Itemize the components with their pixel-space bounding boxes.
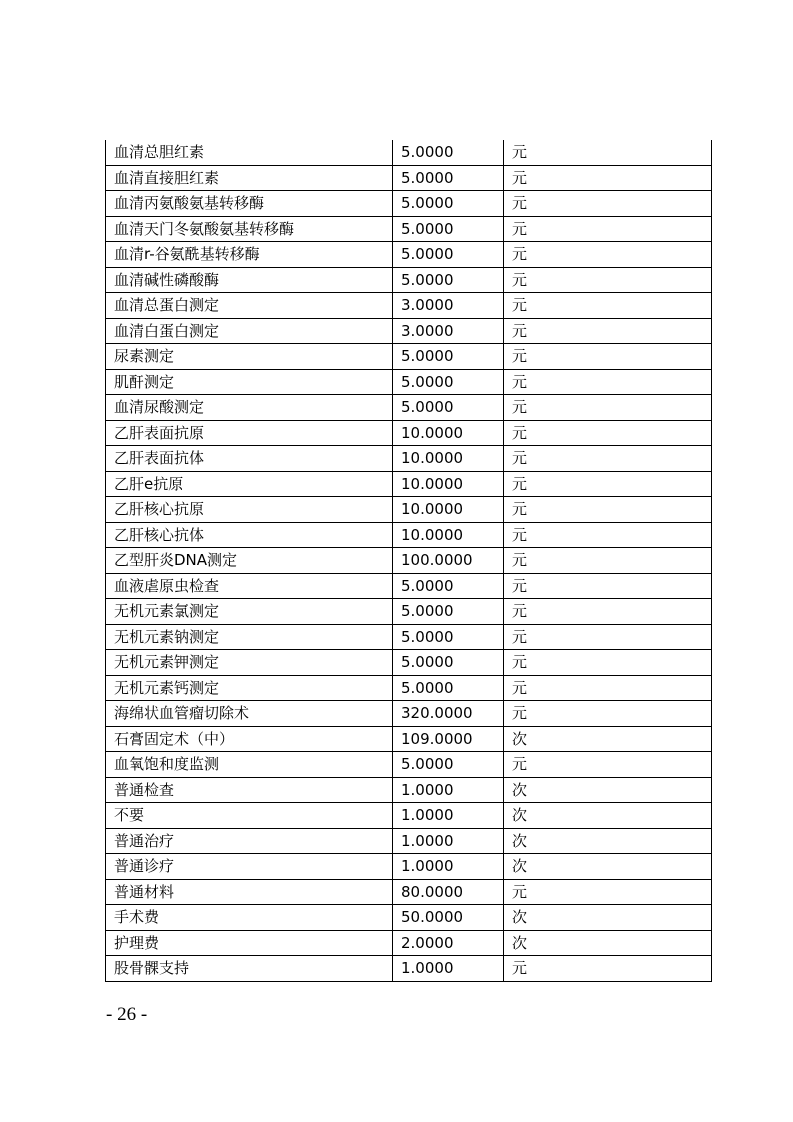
item-name-cell: 血清天门冬氨酸氨基转移酶 (106, 216, 393, 242)
unit-cell: 元 (504, 267, 712, 293)
item-name-cell: 无机元素钙测定 (106, 675, 393, 701)
item-name-cell: 手术费 (106, 905, 393, 931)
item-name-cell: 血清r-谷氨酰基转移酶 (106, 242, 393, 268)
unit-cell: 元 (504, 395, 712, 421)
unit-cell: 元 (504, 879, 712, 905)
page-number: - 26 - (106, 1004, 148, 1025)
price-cell: 5.0000 (393, 140, 504, 165)
table-row (106, 599, 712, 625)
price-cell: 5.0000 (393, 267, 504, 293)
unit-cell: 元 (504, 369, 712, 395)
unit-cell: 次 (504, 726, 712, 752)
table-row (106, 344, 712, 370)
unit-cell: 元 (504, 191, 712, 217)
item-name-cell: 普通材料 (106, 879, 393, 905)
price-cell: 5.0000 (393, 675, 504, 701)
table-row (106, 165, 712, 191)
unit-cell: 元 (504, 650, 712, 676)
item-name-cell: 普通治疗 (106, 828, 393, 854)
unit-cell: 元 (504, 318, 712, 344)
unit-cell: 元 (504, 573, 712, 599)
table-row (106, 650, 712, 676)
fee-table-body (106, 140, 712, 981)
price-cell: 5.0000 (393, 191, 504, 217)
price-cell: 10.0000 (393, 471, 504, 497)
unit-cell: 元 (504, 242, 712, 268)
unit-cell: 次 (504, 930, 712, 956)
unit-cell: 次 (504, 803, 712, 829)
price-cell: 1.0000 (393, 803, 504, 829)
item-name-cell: 股骨髁支持 (106, 956, 393, 982)
unit-cell: 元 (504, 701, 712, 727)
table-row (106, 956, 712, 982)
price-cell: 5.0000 (393, 216, 504, 242)
unit-cell: 次 (504, 905, 712, 931)
price-cell: 5.0000 (393, 165, 504, 191)
table-row (106, 471, 712, 497)
item-name-cell: 普通检查 (106, 777, 393, 803)
price-cell: 1.0000 (393, 777, 504, 803)
unit-cell: 元 (504, 956, 712, 982)
price-cell: 10.0000 (393, 420, 504, 446)
unit-cell: 次 (504, 854, 712, 880)
unit-cell: 元 (504, 420, 712, 446)
item-name-cell: 海绵状血管瘤切除术 (106, 701, 393, 727)
table-row (106, 140, 712, 165)
table-row (106, 854, 712, 880)
table-row (106, 548, 712, 574)
table-row (106, 446, 712, 472)
table-row (106, 777, 712, 803)
price-cell: 1.0000 (393, 854, 504, 880)
item-name-cell: 普通诊疗 (106, 854, 393, 880)
table-row (106, 930, 712, 956)
item-name-cell: 乙肝e抗原 (106, 471, 393, 497)
price-cell: 109.0000 (393, 726, 504, 752)
table-row (106, 675, 712, 701)
item-name-cell: 血清白蛋白测定 (106, 318, 393, 344)
unit-cell: 元 (504, 522, 712, 548)
item-name-cell: 血清总胆红素 (106, 140, 393, 165)
item-name-cell: 血氧饱和度监测 (106, 752, 393, 778)
price-cell: 5.0000 (393, 624, 504, 650)
table-row (106, 267, 712, 293)
price-cell: 3.0000 (393, 293, 504, 319)
unit-cell: 元 (504, 624, 712, 650)
item-name-cell: 肌酐测定 (106, 369, 393, 395)
price-cell: 80.0000 (393, 879, 504, 905)
item-name-cell: 血液虐原虫检查 (106, 573, 393, 599)
item-name-cell: 护理费 (106, 930, 393, 956)
unit-cell: 次 (504, 828, 712, 854)
price-cell: 50.0000 (393, 905, 504, 931)
price-cell: 5.0000 (393, 599, 504, 625)
price-cell: 1.0000 (393, 828, 504, 854)
price-cell: 5.0000 (393, 242, 504, 268)
price-cell: 5.0000 (393, 650, 504, 676)
unit-cell: 元 (504, 446, 712, 472)
fee-table (105, 140, 712, 982)
price-cell: 5.0000 (393, 369, 504, 395)
unit-cell: 元 (504, 752, 712, 778)
price-cell: 5.0000 (393, 395, 504, 421)
table-row (106, 420, 712, 446)
item-name-cell: 不要 (106, 803, 393, 829)
table-row (106, 879, 712, 905)
item-name-cell: 乙肝核心抗原 (106, 497, 393, 523)
table-row (106, 701, 712, 727)
item-name-cell: 血清直接胆红素 (106, 165, 393, 191)
unit-cell: 元 (504, 293, 712, 319)
item-name-cell: 无机元素钠测定 (106, 624, 393, 650)
table-row (106, 318, 712, 344)
item-name-cell: 乙肝表面抗体 (106, 446, 393, 472)
price-cell: 2.0000 (393, 930, 504, 956)
table-row (106, 726, 712, 752)
price-cell: 1.0000 (393, 956, 504, 982)
price-cell: 5.0000 (393, 573, 504, 599)
price-cell: 100.0000 (393, 548, 504, 574)
price-cell: 320.0000 (393, 701, 504, 727)
table-row (106, 905, 712, 931)
table-row (106, 191, 712, 217)
table-row (106, 369, 712, 395)
price-cell: 5.0000 (393, 344, 504, 370)
unit-cell: 元 (504, 471, 712, 497)
table-row (106, 395, 712, 421)
price-cell: 10.0000 (393, 497, 504, 523)
price-cell: 10.0000 (393, 522, 504, 548)
unit-cell: 元 (504, 165, 712, 191)
table-row (106, 293, 712, 319)
unit-cell: 元 (504, 344, 712, 370)
table-row (106, 216, 712, 242)
table-row (106, 242, 712, 268)
item-name-cell: 血清尿酸测定 (106, 395, 393, 421)
unit-cell: 元 (504, 548, 712, 574)
unit-cell: 元 (504, 497, 712, 523)
table-row (106, 752, 712, 778)
price-cell: 5.0000 (393, 752, 504, 778)
unit-cell: 元 (504, 216, 712, 242)
table-row (106, 573, 712, 599)
price-cell: 3.0000 (393, 318, 504, 344)
item-name-cell: 血清丙氨酸氨基转移酶 (106, 191, 393, 217)
price-cell: 10.0000 (393, 446, 504, 472)
unit-cell: 次 (504, 777, 712, 803)
table-row (106, 624, 712, 650)
unit-cell: 元 (504, 140, 712, 165)
table-row (106, 497, 712, 523)
unit-cell: 元 (504, 675, 712, 701)
unit-cell: 元 (504, 599, 712, 625)
table-row (106, 803, 712, 829)
item-name-cell: 乙肝核心抗体 (106, 522, 393, 548)
item-name-cell: 无机元素钾测定 (106, 650, 393, 676)
item-name-cell: 乙肝表面抗原 (106, 420, 393, 446)
item-name-cell: 无机元素氯测定 (106, 599, 393, 625)
item-name-cell: 尿素测定 (106, 344, 393, 370)
item-name-cell: 血清总蛋白测定 (106, 293, 393, 319)
item-name-cell: 石膏固定术（中） (106, 726, 393, 752)
table-row (106, 522, 712, 548)
item-name-cell: 乙型肝炎DNA测定 (106, 548, 393, 574)
item-name-cell: 血清碱性磷酸酶 (106, 267, 393, 293)
table-row (106, 828, 712, 854)
